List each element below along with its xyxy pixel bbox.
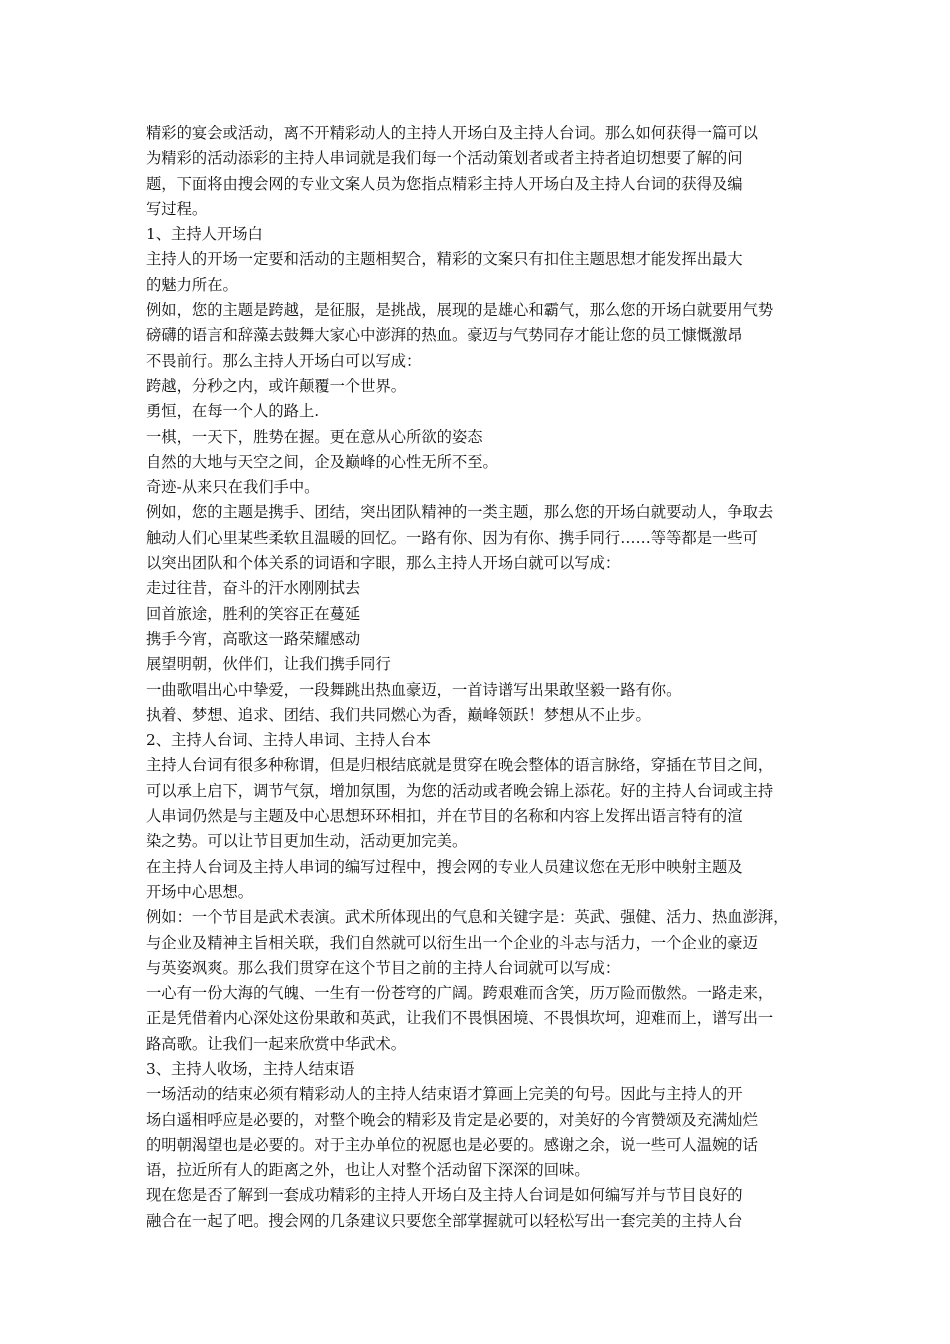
text-line: 一棋，一天下，胜势在握。更在意从心所欲的姿态: [146, 427, 483, 446]
text-line: 路高歌。让我们一起来欣赏中华武术。: [146, 1034, 407, 1053]
text-line: 一曲歌唱出心中挚爱，一段舞跳出热血豪迈，一首诗谱写出果敢坚毅一路有你。: [146, 680, 682, 699]
text-line: 例如：一个节目是武术表演。武术所体现出的气息和关键字是：英武、强健、活力、热血澎湃，: [146, 908, 789, 927]
text-line: 场白遥相呼应是必要的，对整个晚会的精彩及肯定是必要的，对美好的今宵赞颂及充满灿烂: [146, 1110, 758, 1129]
text-line: 回首旅途，胜利的笑容正在蔓延: [146, 604, 361, 623]
text-line: 奇迹-从来只在我们手中。: [146, 478, 320, 497]
text-line: 例如，您的主题是携手、团结，突出团队精神的一类主题，那么您的开场白就要动人，争取去: [146, 503, 774, 522]
text-line: 主持人的开场一定要和活动的主题相契合，精彩的文案只有扣住主题思想才能发挥出最大: [146, 250, 743, 269]
text-line: 现在您是否了解到一套成功精彩的主持人开场白及主持人台词是如何编写并与节目良好的: [146, 1186, 743, 1205]
text-line: 触动人们心里某些柔软且温暖的回忆。一路有你、因为有你、携手同行……等等都是一些可: [146, 528, 758, 547]
text-line: 的明朝渴望也是必要的。对于主办单位的祝愿也是必要的。感谢之余，说一些可人温婉的话: [146, 1135, 758, 1154]
text-line: 磅礴的语言和辞藻去鼓舞大家心中澎湃的热血。豪迈与气势同存才能让您的员工慷慨激昂: [146, 326, 743, 345]
text-line: 以突出团队和个体关系的词语和字眼，那么主持人开场白就可以写成：: [146, 554, 621, 573]
text-line: 可以承上启下，调节气氛，增加氛围，为您的活动或者晚会锦上添花。好的主持人台词或主持: [146, 781, 774, 800]
text-line: 勇恒，在每一个人的路上.: [146, 402, 320, 421]
text-line: 不畏前行。那么主持人开场白可以写成：: [146, 351, 422, 370]
text-line: 与英姿飒爽。那么我们贯穿在这个节目之前的主持人台词就可以写成：: [146, 958, 621, 977]
text-line: 开场中心思想。: [146, 882, 254, 901]
text-line: 正是凭借着内心深处这份果敢和英武，让我们不畏惧困境、不畏惧坎坷，迎难而上，谱写出一: [146, 1009, 774, 1028]
text-line: 与企业及精神主旨相关联，我们自然就可以衍生出一个企业的斗志与活力，一个企业的豪迈: [146, 933, 758, 952]
text-line: 写过程。: [146, 199, 208, 218]
text-line: 例如，您的主题是跨越，是征服，是挑战，展现的是雄心和霸气，那么您的开场白就要用气势: [146, 301, 774, 320]
text-line: 1、主持人开场白: [146, 225, 263, 244]
text-line: 2、主持人台词、主持人串词、主持人台本: [146, 731, 432, 750]
text-line: 题，下面将由搜会网的专业文案人员为您指点精彩主持人开场白及主持人台词的获得及编: [146, 174, 743, 193]
document-body: [146, 121, 816, 1234]
text-line: 执着、梦想、追求、团结、我们共同燃心为香，巅峰领跃！梦想从不止步。: [146, 705, 651, 724]
text-line: 一心有一份大海的气魄、一生有一份苍穹的广阔。跨艰难而含笑，历万险而傲然。一路走来，: [146, 984, 774, 1003]
text-line: 自然的大地与天空之间，企及巅峰的心性无所不至。: [146, 452, 498, 471]
text-line: 展望明朝，伙伴们，让我们携手同行: [146, 655, 391, 674]
text-line: 人串词仍然是与主题及中心思想环环相扣，并在节目的名称和内容上发挥出语言特有的渲: [146, 807, 743, 826]
text-line: 染之势。可以让节目更加生动，活动更加完美。: [146, 832, 468, 851]
text-line: 语，拉近所有人的距离之外，也让人对整个活动留下深深的回味。: [146, 1161, 590, 1180]
text-line: 跨越，分秒之内，或许颠覆一个世界。: [146, 376, 407, 395]
text-line: 3、主持人收场，主持人结束语: [146, 1059, 355, 1078]
text-line: 为精彩的活动添彩的主持人串词就是我们每一个活动策划者或者主持者迫切想要了解的问: [146, 149, 743, 168]
text-line: 走过往昔，奋斗的汗水刚刚拭去: [146, 579, 361, 598]
text-line: 携手今宵，高歌这一路荣耀感动: [146, 629, 361, 648]
text-line: 的魅力所在。: [146, 275, 238, 294]
text-line: 一场活动的结束必须有精彩动人的主持人结束语才算画上完美的句号。因此与主持人的开: [146, 1085, 743, 1104]
text-line: 在主持人台词及主持人串词的编写过程中，搜会网的专业人员建议您在无形中映射主题及: [146, 857, 743, 876]
text-line: 主持人台词有很多种称谓，但是归根结底就是贯穿在晚会整体的语言脉络，穿插在节目之间，: [146, 756, 774, 775]
text-line: 精彩的宴会或活动，离不开精彩动人的主持人开场白及主持人台词。那么如何获得一篇可以: [146, 124, 758, 142]
text-line: 融合在一起了吧。搜会网的几条建议只要您全部掌握就可以轻松写出一套完美的主持人台: [146, 1211, 743, 1230]
